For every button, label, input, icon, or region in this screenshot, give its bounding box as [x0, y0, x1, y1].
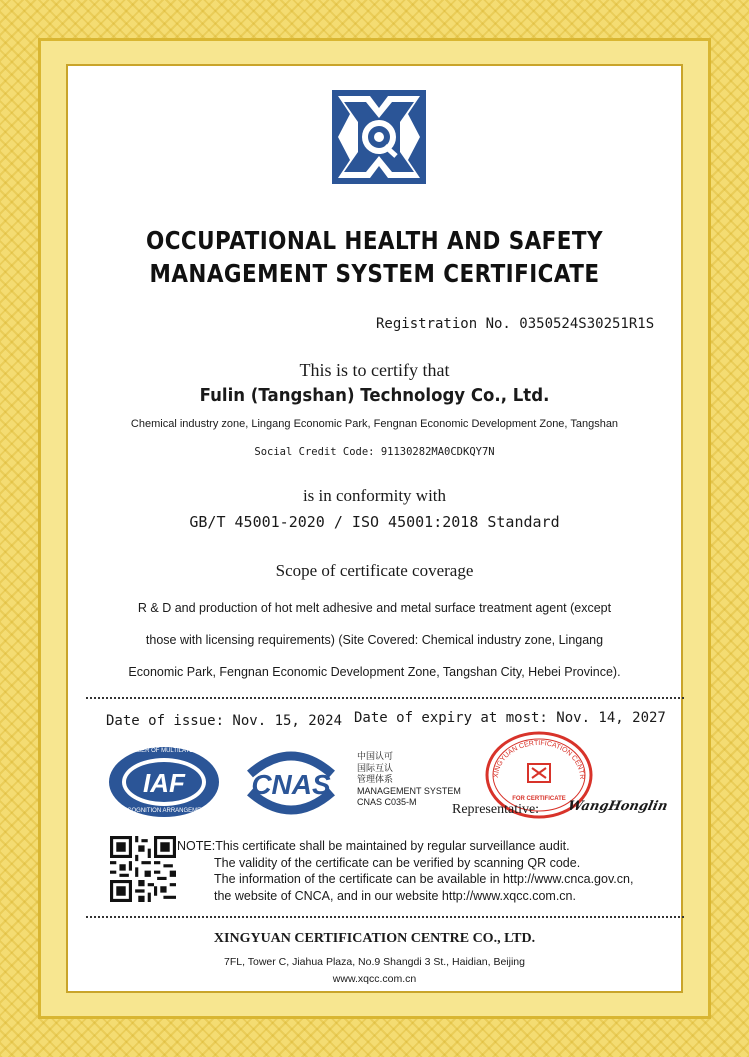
certificate-title-line2: MANAGEMENT SYSTEM CERTIFICATE	[149, 259, 600, 288]
divider-top	[86, 697, 684, 699]
iaf-ring-top-text: MEMBER OF MULTILATERAL	[123, 748, 205, 754]
note-line-2: The validity of the certificate can be verified by scanning QR code.	[214, 855, 581, 870]
date-of-expiry: Date of expiry at most: Nov. 14, 2027	[354, 710, 666, 726]
cnas-cn-line-1: 中国认可	[357, 751, 394, 761]
social-credit-code: Social Credit Code: 91130282MA0CDKQY7N	[254, 446, 495, 458]
representative-label: Representative:	[452, 802, 540, 817]
cnas-mark	[240, 746, 342, 818]
issuer-website[interactable]: www.xqcc.com.cn	[332, 973, 417, 985]
note-line-3: The information of the certificate can be available in http://www.cnca.gov.cn,	[214, 872, 634, 886]
note-block	[177, 838, 633, 904]
seal-arc-text: XINGYUAN CERTIFICATION CENTR	[492, 739, 586, 780]
cnas-cn-line-3: 管理体系	[357, 774, 394, 784]
issuer-name: XINGYUAN CERTIFICATION CENTRE CO., LTD.	[213, 931, 536, 946]
registration-number: Registration No. 0350524S30251R1S	[376, 316, 655, 332]
cnas-label: CNAS	[251, 769, 331, 800]
date-of-issue: Date of issue: Nov. 15, 2024	[106, 713, 343, 729]
note-label: NOTE:	[177, 839, 216, 853]
representative-signature: WangHonglin	[566, 799, 669, 814]
scope-line-1: R & D and production of hot melt adhesive and metal surface treatment agent (except	[137, 601, 612, 615]
standard-name: GB/T 45001-2020 / ISO 45001:2018 Standard	[189, 513, 560, 531]
note-line-4: the website of CNCA, and in our website http://www.xqcc.com.cn.	[214, 888, 576, 903]
svg-text:XINGYUAN CERTIFICATION CENTRE	[484, 730, 585, 779]
verification-qr-code[interactable]	[110, 836, 176, 902]
iaf-label: IAF	[143, 768, 185, 798]
conformity-intro: is in conformity with	[302, 486, 447, 505]
company-name: Fulin (Tangshan) Technology Co., Ltd.	[199, 385, 550, 406]
xingyuan-logo-icon	[330, 88, 428, 186]
scope-line-2: those with licensing requirements) (Site Covered: Chemical industry zone, Lingang	[145, 633, 604, 647]
certificate-title-line1: OCCUPATIONAL HEALTH AND SAFETY	[145, 226, 604, 255]
iaf-mark	[108, 746, 220, 818]
cnas-cn-line-2: 国际互认	[357, 762, 394, 773]
scope-line-3: Economic Park, Fengnan Economic Development Zone, Tangshan City, Hebei Province).	[128, 665, 621, 679]
scope-heading: Scope of certificate coverage	[275, 561, 474, 580]
company-address: Chemical industry zone, Lingang Economic Park, Fengnan Economic Development Zone, Tangshan	[130, 418, 619, 430]
cnas-code: CNAS C035-M	[357, 797, 417, 807]
divider-bottom	[86, 916, 684, 918]
cnas-en-line: MANAGEMENT SYSTEM	[357, 785, 461, 796]
seal-sub-text: FOR CERTIFICATE	[512, 796, 566, 802]
issuer-address: 7FL, Tower C, Jiahua Plaza, No.9 Shangdi 3 St., Haidian, Beijing	[224, 956, 525, 968]
certify-intro: This is to certify that	[299, 360, 450, 380]
iaf-ring-bottom-text: RECOGNITION ARRANGEMENT	[118, 808, 210, 814]
cnas-caption	[357, 751, 461, 809]
note-line-1: This certificate shall be maintained by regular surveillance audit.	[215, 839, 570, 853]
